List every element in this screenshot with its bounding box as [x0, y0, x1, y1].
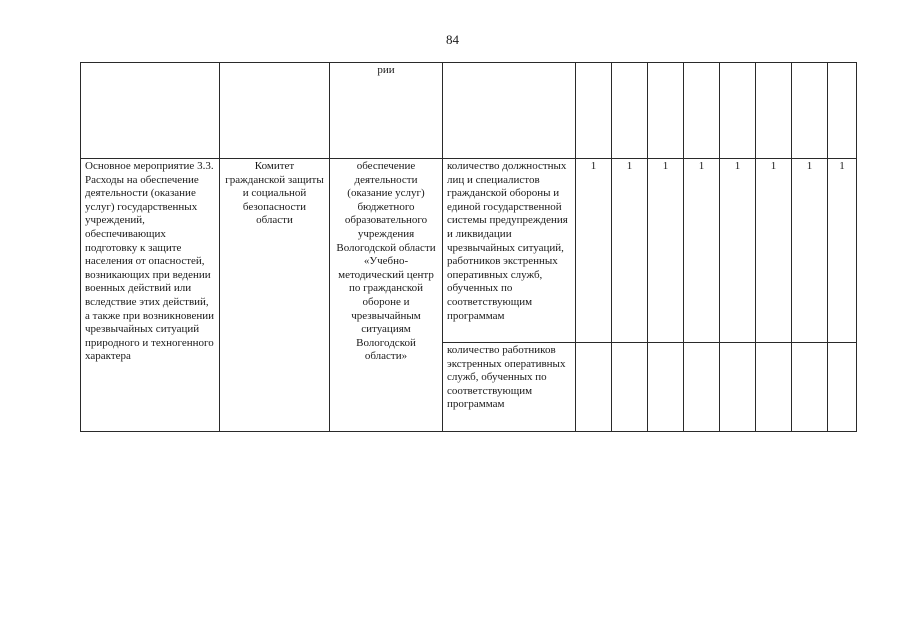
empty-cell — [648, 63, 684, 159]
empty-cell — [792, 343, 828, 432]
empty-cell — [720, 63, 756, 159]
indicator-row — [81, 159, 857, 343]
page-number: 84 — [446, 32, 459, 47]
empty-cell — [684, 63, 720, 159]
empty-cell — [756, 63, 792, 159]
continuation-row — [81, 63, 857, 159]
service-cell: обеспечение деятельности (оказание услуг) бюджетного образовательного учреждения Вологодской области «Учебно-методический центр по гражданской обороне и чрезвычайным ситуациям Вологодской области» — [330, 159, 443, 432]
empty-cell — [612, 343, 648, 432]
program-table — [80, 62, 857, 432]
indicator-value-cell: 1 — [576, 159, 612, 343]
empty-cell — [576, 343, 612, 432]
indicator-value-cell: 1 — [684, 159, 720, 343]
empty-cell — [828, 343, 857, 432]
executor-cell: Комитет гражданской защиты и социальной безопасности области — [220, 159, 330, 432]
empty-cell — [684, 343, 720, 432]
indicator-value-cell: 1 — [648, 159, 684, 343]
indicator-name-cell: количество должностных лиц и специалистов гражданской обороны и единой государственной системы предупреждения и ликвидации чрезвычайных ситуаций, работников экстренных оперативных служб, обученных по соответствующим программам — [443, 159, 576, 343]
empty-cell — [648, 343, 684, 432]
indicator-value-cell: 1 — [792, 159, 828, 343]
empty-cell — [792, 63, 828, 159]
empty-cell — [220, 63, 330, 159]
continuation-cell: рии — [330, 63, 443, 159]
indicator-value-cell: 1 — [720, 159, 756, 343]
activity-cell: Основное мероприятие 3.3. Расходы на обеспечение деятельности (оказание услуг) государственных учреждений, обеспечивающих подготовку к защите населения от опасностей, возникающих при ведении военных действий или вследствие этих действий, а также при возникновении чрезвычайных ситуаций природного и техногенного характера — [81, 159, 220, 432]
indicator-value-cell: 1 — [756, 159, 792, 343]
empty-cell — [756, 343, 792, 432]
indicator-value-cell: 1 — [612, 159, 648, 343]
empty-cell — [720, 343, 756, 432]
empty-cell — [81, 63, 220, 159]
indicator-name-cell: количество работников экстренных оперативных служб, обученных по соответствующим программам — [443, 343, 576, 432]
empty-cell — [828, 63, 857, 159]
empty-cell — [612, 63, 648, 159]
indicator-value-cell: 1 — [828, 159, 857, 343]
empty-cell — [576, 63, 612, 159]
empty-cell — [443, 63, 576, 159]
